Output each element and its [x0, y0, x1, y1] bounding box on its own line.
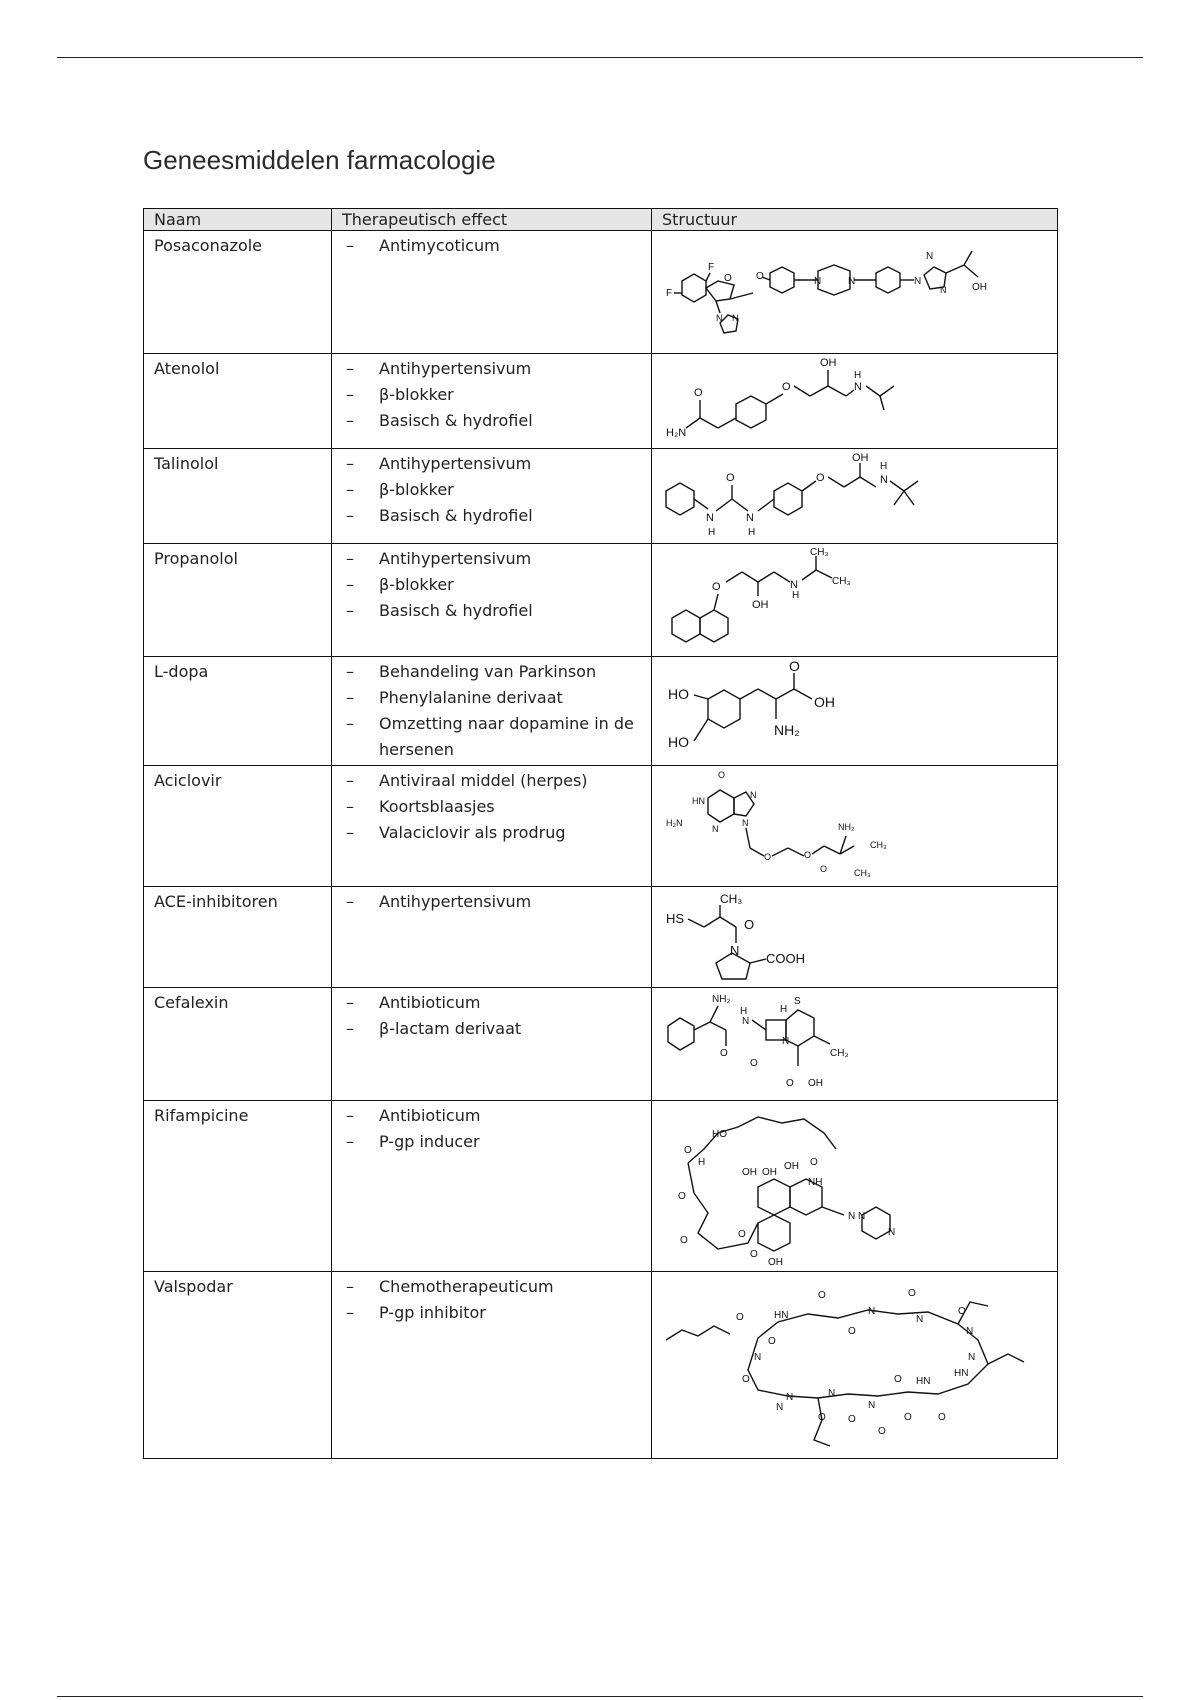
svg-text:O: O: [712, 581, 721, 593]
drug-structure: [652, 1101, 1058, 1272]
effect-item: – P-gp inducer: [342, 1129, 641, 1155]
svg-text:F: F: [708, 262, 715, 273]
svg-text:N: N: [968, 1352, 976, 1363]
svg-text:N: N: [754, 1352, 762, 1363]
svg-text:O: O: [726, 472, 735, 484]
cefalexin-structure-icon: [658, 990, 1048, 1096]
drug-structure: [652, 544, 1058, 657]
drug-name: ACE-inhibitoren: [144, 887, 332, 988]
svg-text:H: H: [880, 461, 888, 472]
svg-text:N: N: [868, 1400, 876, 1411]
svg-text:OH: OH: [972, 282, 987, 293]
svg-text:HO: HO: [668, 734, 689, 750]
svg-text:N: N: [814, 276, 822, 287]
svg-text:HN: HN: [774, 1310, 789, 1321]
drug-structure: [652, 1272, 1058, 1459]
drug-name: L-dopa: [144, 657, 332, 766]
svg-text:O: O: [742, 1374, 750, 1385]
svg-text:N: N: [888, 1227, 896, 1238]
effect-item: – Antimycoticum: [342, 233, 641, 259]
drug-effects: [332, 766, 652, 887]
svg-text:N: N: [848, 276, 856, 287]
svg-text:N: N: [916, 1314, 924, 1325]
svg-text:H₂N: H₂N: [666, 427, 687, 439]
svg-text:O: O: [678, 1191, 686, 1202]
svg-text:O: O: [680, 1235, 688, 1246]
drug-name: Cefalexin: [144, 988, 332, 1101]
svg-text:O: O: [764, 852, 772, 862]
svg-text:N: N: [750, 790, 757, 800]
svg-text:F: F: [666, 288, 673, 299]
svg-text:OH: OH: [852, 452, 869, 464]
svg-text:O: O: [786, 1078, 794, 1089]
effect-item: – Basisch & hydrofiel: [342, 598, 641, 624]
drug-name: Atenolol: [144, 354, 332, 449]
drug-effects: [332, 1101, 652, 1272]
effect-item: – Chemotherapeuticum: [342, 1274, 641, 1300]
valspodar-structure-icon: [658, 1274, 1048, 1454]
svg-text:NH₂: NH₂: [774, 722, 800, 738]
svg-text:O: O: [908, 1288, 916, 1299]
svg-text:CH₃: CH₃: [720, 892, 743, 906]
aciclovir-structure-icon: [658, 768, 1048, 882]
drug-effects: [332, 988, 652, 1101]
posaconazole-structure-icon: [658, 233, 1048, 348]
svg-text:O: O: [818, 1290, 826, 1301]
svg-text:N: N: [742, 1016, 750, 1027]
table-header-row: [144, 209, 1058, 231]
svg-text:N: N: [848, 1211, 856, 1222]
effect-item: – Antihypertensivum: [342, 451, 641, 477]
svg-text:OH: OH: [820, 357, 837, 369]
drug-effects: [332, 544, 652, 657]
svg-text:S: S: [794, 996, 801, 1007]
table-row: [144, 766, 1058, 887]
table-row: [144, 1272, 1058, 1459]
svg-text:H: H: [780, 1004, 788, 1015]
drug-effects: [332, 1272, 652, 1459]
svg-text:N: N: [716, 313, 723, 323]
svg-text:N: N: [746, 512, 754, 524]
svg-text:N: N: [926, 251, 934, 262]
svg-text:N: N: [712, 824, 719, 834]
svg-text:O: O: [720, 1048, 728, 1059]
captopril-structure-icon: [658, 889, 1048, 983]
effect-item: – Antibioticum: [342, 1103, 641, 1129]
svg-text:N: N: [828, 1388, 836, 1399]
svg-text:O: O: [894, 1374, 902, 1385]
page-title: Geneesmiddelen farmacologie: [143, 145, 496, 175]
table-row: [144, 657, 1058, 766]
svg-text:N: N: [854, 381, 862, 393]
svg-text:N: N: [782, 1036, 790, 1047]
svg-text:O: O: [768, 1336, 776, 1347]
effect-item: – Basisch & hydrofiel: [342, 503, 641, 529]
svg-text:OH: OH: [814, 694, 835, 710]
header-rule: [57, 57, 1143, 58]
drug-structure: [652, 354, 1058, 449]
drug-effects: [332, 887, 652, 988]
drug-effects: [332, 449, 652, 544]
drug-structure: [652, 231, 1058, 354]
svg-text:O: O: [750, 1249, 758, 1260]
svg-text:O: O: [816, 472, 825, 484]
table-row: [144, 354, 1058, 449]
svg-text:N: N: [868, 1306, 876, 1317]
svg-text:OH: OH: [768, 1257, 783, 1267]
svg-text:O: O: [820, 864, 828, 874]
effect-item: – Antiviraal middel (herpes): [342, 768, 641, 794]
svg-text:NH₂: NH₂: [712, 994, 731, 1005]
effect-item: – Antihypertensivum: [342, 889, 641, 915]
svg-text:N: N: [858, 1211, 866, 1222]
svg-text:OH: OH: [784, 1161, 799, 1172]
svg-text:O: O: [750, 1058, 758, 1069]
svg-text:O: O: [804, 850, 812, 860]
effect-item: – Phenylalanine derivaat: [342, 685, 641, 711]
drug-name: Rifampicine: [144, 1101, 332, 1272]
ldopa-structure-icon: [658, 659, 1048, 755]
drug-effects: [332, 354, 652, 449]
drug-name: Aciclovir: [144, 766, 332, 887]
svg-text:CH₃: CH₃: [854, 868, 871, 878]
svg-text:CH₃: CH₃: [830, 1048, 849, 1059]
rifampicine-structure-icon: [658, 1103, 1048, 1267]
svg-text:HN: HN: [692, 796, 705, 806]
svg-text:N: N: [790, 579, 798, 591]
svg-text:O: O: [848, 1326, 856, 1337]
svg-text:OH: OH: [742, 1167, 757, 1178]
svg-text:NH: NH: [808, 1177, 823, 1188]
drug-structure: [652, 657, 1058, 766]
svg-text:O: O: [789, 659, 800, 674]
svg-text:H: H: [854, 370, 862, 381]
svg-text:O: O: [938, 1412, 946, 1423]
talinolol-structure-icon: [658, 451, 1048, 539]
effect-item: – Antihypertensivum: [342, 356, 641, 382]
drug-name: Talinolol: [144, 449, 332, 544]
svg-text:H: H: [698, 1157, 706, 1168]
svg-text:N: N: [966, 1326, 974, 1337]
effect-item: – Antihypertensivum: [342, 546, 641, 572]
effect-item: – β-blokker: [342, 382, 641, 408]
footer-rule: [57, 1696, 1143, 1697]
svg-text:O: O: [878, 1426, 886, 1437]
svg-text:N: N: [776, 1402, 784, 1413]
svg-text:O: O: [756, 271, 764, 282]
atenolol-structure-icon: [658, 356, 1048, 444]
svg-text:CH₃: CH₃: [832, 576, 851, 587]
svg-text:HN: HN: [954, 1368, 969, 1379]
svg-text:H: H: [792, 590, 800, 601]
svg-text:N: N: [880, 474, 888, 486]
drug-structure: [652, 988, 1058, 1101]
header-therapeutisch-effect: Therapeutisch effect: [332, 209, 652, 231]
svg-text:OH: OH: [762, 1167, 777, 1178]
svg-text:O: O: [718, 770, 726, 780]
effect-item: – P-gp inhibitor: [342, 1300, 641, 1326]
svg-text:COOH: COOH: [766, 951, 805, 966]
svg-text:O: O: [694, 387, 703, 399]
svg-text:CH₃: CH₃: [870, 840, 887, 850]
table-row: [144, 544, 1058, 657]
svg-text:O: O: [684, 1145, 692, 1156]
effect-item: – Basisch & hydrofiel: [342, 408, 641, 434]
drug-name: Propanolol: [144, 544, 332, 657]
svg-text:H: H: [708, 527, 716, 538]
drug-name: Posaconazole: [144, 231, 332, 354]
svg-text:N: N: [914, 276, 922, 287]
svg-text:N: N: [742, 818, 749, 828]
svg-text:HN: HN: [916, 1376, 931, 1387]
svg-text:O: O: [744, 917, 755, 932]
header-naam: Naam: [144, 209, 332, 231]
svg-text:O: O: [848, 1414, 856, 1425]
drug-name: Valspodar: [144, 1272, 332, 1459]
svg-text:HO: HO: [712, 1129, 727, 1140]
drug-structure: [652, 449, 1058, 544]
effect-item: – β-blokker: [342, 477, 641, 503]
svg-text:OH: OH: [808, 1078, 823, 1089]
svg-text:N: N: [732, 313, 739, 323]
effect-item: – Antibioticum: [342, 990, 641, 1016]
effect-item: – Valaciclovir als prodrug: [342, 820, 641, 846]
svg-text:O: O: [904, 1412, 912, 1423]
table-row: [144, 1101, 1058, 1272]
svg-text:OH: OH: [752, 599, 769, 611]
svg-text:HO: HO: [668, 686, 689, 702]
svg-text:H: H: [740, 1006, 748, 1017]
table-row: [144, 449, 1058, 544]
effect-item: – β-lactam derivaat: [342, 1016, 641, 1042]
effect-item: – Omzetting naar dopamine in de hersenen: [342, 711, 641, 763]
propanolol-structure-icon: [658, 546, 1048, 652]
svg-text:N: N: [786, 1392, 794, 1403]
svg-text:O: O: [724, 273, 732, 284]
effect-item: – Koortsblaasjes: [342, 794, 641, 820]
drug-effects: [332, 657, 652, 766]
svg-text:NH₂: NH₂: [838, 822, 855, 832]
table-row: [144, 988, 1058, 1101]
effect-item: – β-blokker: [342, 572, 641, 598]
svg-text:H: H: [748, 527, 756, 538]
drug-structure: [652, 887, 1058, 988]
svg-text:O: O: [782, 381, 791, 393]
svg-text:H₂N: H₂N: [666, 818, 683, 828]
effect-item: – Behandeling van Parkinson: [342, 659, 641, 685]
svg-text:O: O: [738, 1229, 746, 1240]
svg-text:O: O: [958, 1306, 966, 1317]
svg-text:N: N: [730, 943, 740, 958]
svg-text:O: O: [810, 1157, 818, 1168]
header-structuur: Structuur: [652, 209, 1058, 231]
drug-effects: [332, 231, 652, 354]
svg-text:CH₃: CH₃: [810, 547, 829, 558]
table-row: [144, 887, 1058, 988]
table-row: [144, 231, 1058, 354]
svg-text:N: N: [706, 512, 714, 524]
svg-text:O: O: [736, 1312, 744, 1323]
svg-text:HS: HS: [666, 911, 685, 926]
drug-structure: [652, 766, 1058, 887]
drug-table: [143, 208, 1058, 1459]
svg-text:N: N: [940, 285, 947, 295]
svg-text:O: O: [818, 1412, 826, 1423]
